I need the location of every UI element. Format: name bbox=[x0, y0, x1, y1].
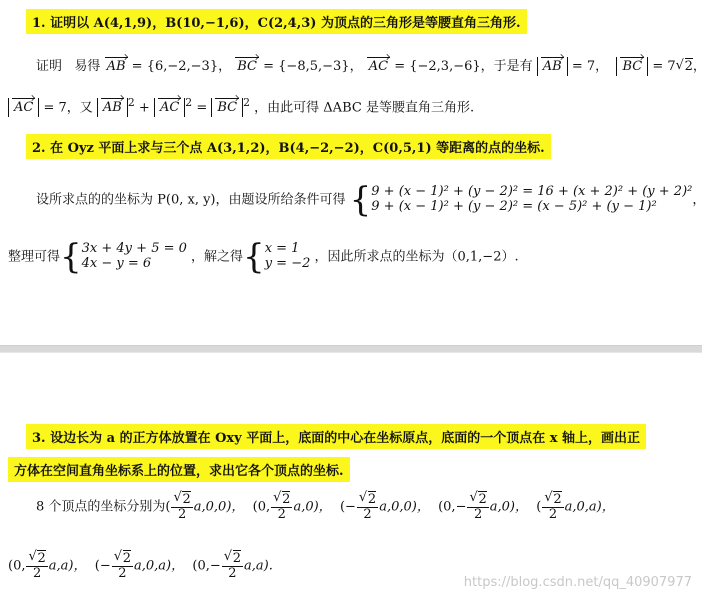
abs-ab-sq: AB bbox=[97, 98, 128, 117]
q3-title-line2: 方体在空间直角坐标系上的位置，求出它各个顶点的坐标. bbox=[8, 457, 350, 482]
q2-simplify: 整理可得 bbox=[8, 249, 61, 265]
q2-setup-line: 设所求点的的坐标为 P(0, x, y)，由题设所给条件可得 { 9 + (x − 1)² + (y − 2)² = 16 + (x + 2)² + (y + 2)² 9 + (x − 1)² + (y − 2)² = (x − 5)² + (y − 1)² ， bbox=[36, 180, 706, 220]
q2-solution: x = 1 y = −2 bbox=[264, 241, 311, 271]
q1-easy-get: 易得 bbox=[74, 59, 101, 74]
left-brace: { bbox=[60, 237, 82, 277]
left-brace: { bbox=[349, 180, 372, 220]
q1-ac-len: = 7，又 bbox=[43, 100, 93, 116]
q3-intro: 8 个顶点的坐标分别为 bbox=[36, 499, 166, 515]
abs-ac: AC bbox=[8, 98, 39, 117]
q2-linear-system: 3x + 4y + 5 = 0 4x − y = 6 bbox=[81, 241, 187, 271]
abs-ab: AB bbox=[537, 57, 568, 76]
q2-solve-line bbox=[8, 237, 519, 277]
q1-bc-vec: = {−8,5,−3}， bbox=[263, 59, 363, 74]
frac-sqrt2-over-2: √ $\frac{2}{2}$ bbox=[271, 493, 292, 521]
q3-vertices-line1: 8 个顶点的坐标分别为( √ $\frac{2}{2}$ a,0,0)， (0, √ $\frac{2}{2}$ a,0)， (− √ $\frac{2}{2}$ a,0,0)， (0,− √ $\frac{2}{2}$ a,0)， ( √ $\frac{2}{2}$ a,0,a)， bbox=[36, 493, 615, 521]
q3-vertices-line2: (0, √ $\frac{2}{2}$ a,a)， (− √ $\frac{2}{2}$ a,0,a)， (0,− √ $\frac{2}{2}$ a,a). bbox=[8, 552, 273, 580]
frac-sqrt2-over-2: √ $\frac{2}{2}$ bbox=[542, 493, 563, 521]
q2-equation-system bbox=[371, 185, 692, 215]
q1-proof-label: 证明 bbox=[36, 59, 63, 74]
vector-ab: AB bbox=[106, 59, 126, 74]
left-brace: { bbox=[243, 237, 265, 277]
watermark: https://blog.csdn.net/qq_40907977 bbox=[463, 575, 692, 590]
frac-sqrt2-over-2: √ $\frac{2}{2}$ bbox=[357, 493, 378, 521]
q2-eq2: 9 + (x − 1)² + (y − 2)² = (x − 5)² + (y − 1)² bbox=[371, 199, 657, 214]
abs-bc-sq: BC bbox=[211, 98, 243, 117]
frac-sqrt2-over-2: √ $\frac{2}{2}$ bbox=[26, 552, 47, 580]
frac-sqrt2-over-2: √ $\frac{2}{2}$ bbox=[112, 552, 133, 580]
q2-solve: ，解之得 bbox=[191, 249, 244, 265]
q2-answer: ，因此所求点的坐标为（0,1,−2）. bbox=[314, 249, 519, 265]
q2-eq1: 9 + (x − 1)² + (y − 2)² = 16 + (x + 2)² + (y + 2)² bbox=[371, 184, 693, 200]
abs-bc: BC bbox=[616, 57, 648, 76]
sqrt-two: √ 2 bbox=[676, 59, 693, 74]
frac-sqrt2-over-2: √ $\frac{2}{2}$ bbox=[171, 493, 192, 521]
section-separator bbox=[0, 345, 702, 353]
abs-ac-sq: AC bbox=[154, 98, 185, 117]
q1-ab-vec: = {6,−2,−3}， bbox=[131, 59, 232, 74]
q1-conclusion: ，由此可得 ΔABC 是等腰直角三角形. bbox=[254, 100, 475, 116]
q1-title: 1. 证明以 A(4,1,9)，B(10,−1,6)，C(2,4,3) 为顶点的三角形是等腰直角三角形. bbox=[26, 9, 527, 34]
q2-setup: 设所求点的的坐标为 P(0, x, y)，由题设所给条件可得 bbox=[36, 192, 346, 208]
vector-ac: AC bbox=[368, 59, 389, 74]
q1-ac-vec: = {−2,3,−6}，于是有 bbox=[394, 59, 533, 74]
q3-title-line1: 3. 设边长为 a 的正方体放置在 Oxy 平面上，底面的中心在坐标原点，底面的一个顶点在 x 轴上，画出正 bbox=[26, 424, 646, 449]
frac-sqrt2-over-2: √ $\frac{2}{2}$ bbox=[467, 493, 488, 521]
q2-title: 2. 在 Oyz 平面上求与三个点 A(3,1,2)，B(4,−2,−2)，C(0,5,1) 等距离的点的坐标. bbox=[26, 134, 551, 159]
frac-sqrt2-over-2: √ $\frac{2}{2}$ bbox=[222, 552, 243, 580]
vector-bc: BC bbox=[237, 59, 257, 74]
q1-line1: 证明 易得 AB = {6,−2,−3}， BC = {−8,5,−3}， AC = {−2,3,−6}，于是有 AB = 7， BC = 7√ 2， bbox=[36, 55, 706, 76]
q1-line2: AC = 7，又 AB $^2$ + AC $^2$ = BC $^2$ ，由此可得 ΔABC 是等腰直角三角形. bbox=[8, 96, 474, 117]
q1-ab-len: = 7， bbox=[571, 59, 609, 74]
q1-bc-len: = 7 bbox=[652, 59, 676, 74]
